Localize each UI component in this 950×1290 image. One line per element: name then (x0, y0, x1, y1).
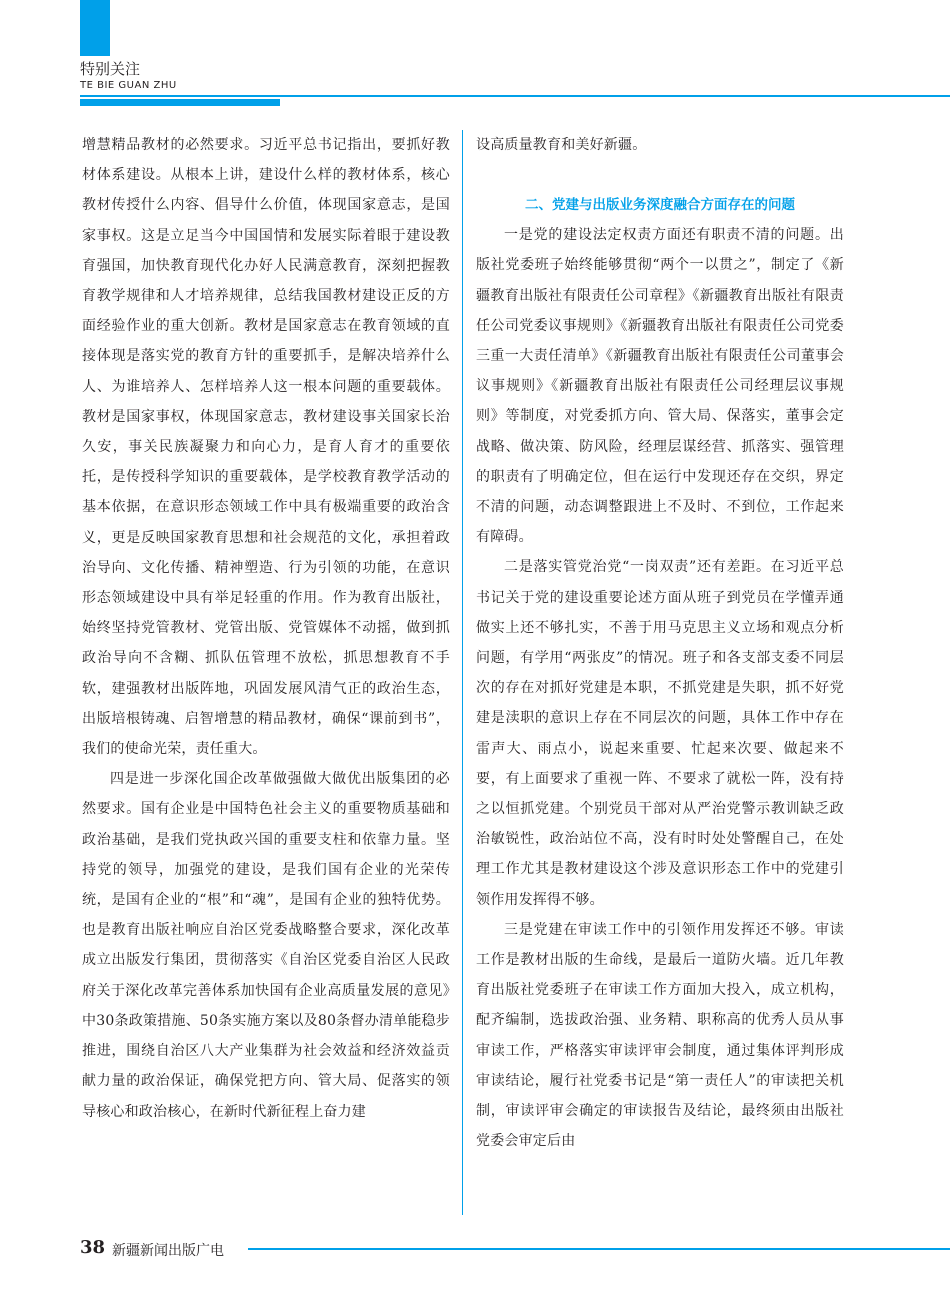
header-rule (80, 95, 950, 97)
page-number: 38 (80, 1237, 106, 1258)
section-subheading: 二、党建与出版业务深度融合方面存在的问题 (525, 197, 795, 214)
body-paragraph: 设高质量教育和美好新疆。 (476, 137, 647, 153)
body-paragraph: 四是进一步深化国企改革做强做大做优出版集团的必然要求。国有企业是中国特色社会主义的重要物质基础和政治基础，是我们党执政兴国的重要支柱和依靠力量。坚持党的领导，加强党的建设，是我们国有企业的光荣传统，是国有企业的“根”和“魂”，是国有企业的独特优势。也是教育出版社响应自治区党委战略整合要求，深化改革成立出版发行集团，贯彻落实《自治区党委自治区人民政府关于深化改革完善体系加快国有企业高质量发展的意见》中30条政策措施、50条实施方案以及80条督办清单能稳步推进，围绕自治区八大产业集群为社会效益和经济效益贡献力量的政治保证，确保党把方向、管大局、促落实的领导核心和政治核心，在新时代新征程上奋力建 (82, 771, 450, 1120)
magazine-name: 新疆新闻出版广电 (112, 1243, 224, 1259)
section-title: 特别关注 (80, 60, 141, 78)
section-pinyin: TE BIE GUAN ZHU (80, 80, 177, 91)
body-paragraph: 二是落实管党治党“一岗双责”还有差距。在习近平总书记关于党的建设重要论述方面从班子到党员在学懂弄通做实上还不够扎实，不善于用马克思主义立场和观点分析问题，有学用“两张皮”的情况。班子和各支部支委不同层次的存在对抓好党建是本职，不抓党建是失职，抓不好党建是渎职的意识上存在不同层次的问题，具体工作中存在雷声大、雨点小，说起来重要、忙起来次要、做起来不要，有上面要求了重视一阵、不要求了就松一阵，没有持之以恒抓党建。个别党员干部对从严治党警示教训缺乏政治敏锐性，政治站位不高，没有时时处处警醒自己，在处理工作尤其是教材建设这个涉及意识形态工作中的党建引领作用发挥得不够。 (476, 559, 844, 908)
header-color-block (80, 0, 110, 56)
left-column (82, 130, 450, 1127)
body-paragraph: 增慧精品教材的必然要求。习近平总书记指出，要抓好教材体系建设。从根本上讲，建设什么样的教材体系，核心教材传授什么内容、倡导什么价值，体现国家意志，是国家事权。这是立足当今中国国情和发展实际着眼于建设教育强国，加快教育现代化办好人民满意教育，深刻把握教育教学规律和人才培养规律，总结我国教材建设正反的方面经验作业的重大创新。教材是国家意志在教育领域的直接体现是落实党的教育方针的重要抓手，是解决培养什么人、为谁培养人、怎样培养人这一根本问题的重要载体。教材是国家事权，体现国家意志，教材建设事关国家长治久安，事关民族凝聚力和向心力，是育人育才的重要依托，是传授科学知识的重要载体，是学校教育教学活动的基本依据，在意识形态领域工作中具有极端重要的政治含义，更是反映国家教育思想和社会规范的文化，承担着政治导向、文化传播、精神塑造、行为引领的功能，在意识形态领域建设中具有举足轻重的作用。作为教育出版社，始终坚持党管教材、党管出版、党管媒体不动摇，做到抓政治导向不含糊、抓队伍管理不放松，抓思想教育不手软，建强教材出版阵地，巩固发展风清气正的政治生态，出版培根铸魂、启智增慧的精品教材，确保“课前到书”，我们的使命光荣，责任重大。 (82, 137, 450, 758)
right-column (476, 130, 844, 1157)
body-paragraph: 三是党建在审读工作中的引领作用发挥还不够。审读工作是教材出版的生命线，是最后一道防火墙。近几年教育出版社党委班子在审读工作方面加大投入，成立机构，配齐编制，选拔政治强、业务精、职称高的优秀人员从事审读工作，严格落实审读评审会制度，通过集体评判形成审读结论，履行社党委书记是“第一责任人”的审读把关机制，审读评审会确定的审读报告及结论，最终须由出版社党委会审定后由 (476, 921, 844, 1150)
body-paragraph: 一是党的建设法定权责方面还有职责不清的问题。出版社党委班子始终能够贯彻“两个一以贯之”，制定了《新疆教育出版社有限责任公司章程》《新疆教育出版社有限责任公司党委议事规则》《新疆教育出版社有限责任公司党委三重一大责任清单》《新疆教育出版社有限责任公司董事会议事规则》《新疆教育出版社有限责任公司经理层议事规则》等制度，对党委抓方向、管大局、保落实，董事会定战略、做决策、防风险，经理层谋经营、抓落实、强管理的职责有了明确定位，但在运行中发现还存在交织，界定不清的问题，动态调整跟进上不及时、不到位，工作起来有障碍。 (476, 227, 844, 546)
header-accent-bar (80, 99, 280, 106)
footer-rule (248, 1248, 950, 1250)
column-divider (462, 130, 463, 1215)
